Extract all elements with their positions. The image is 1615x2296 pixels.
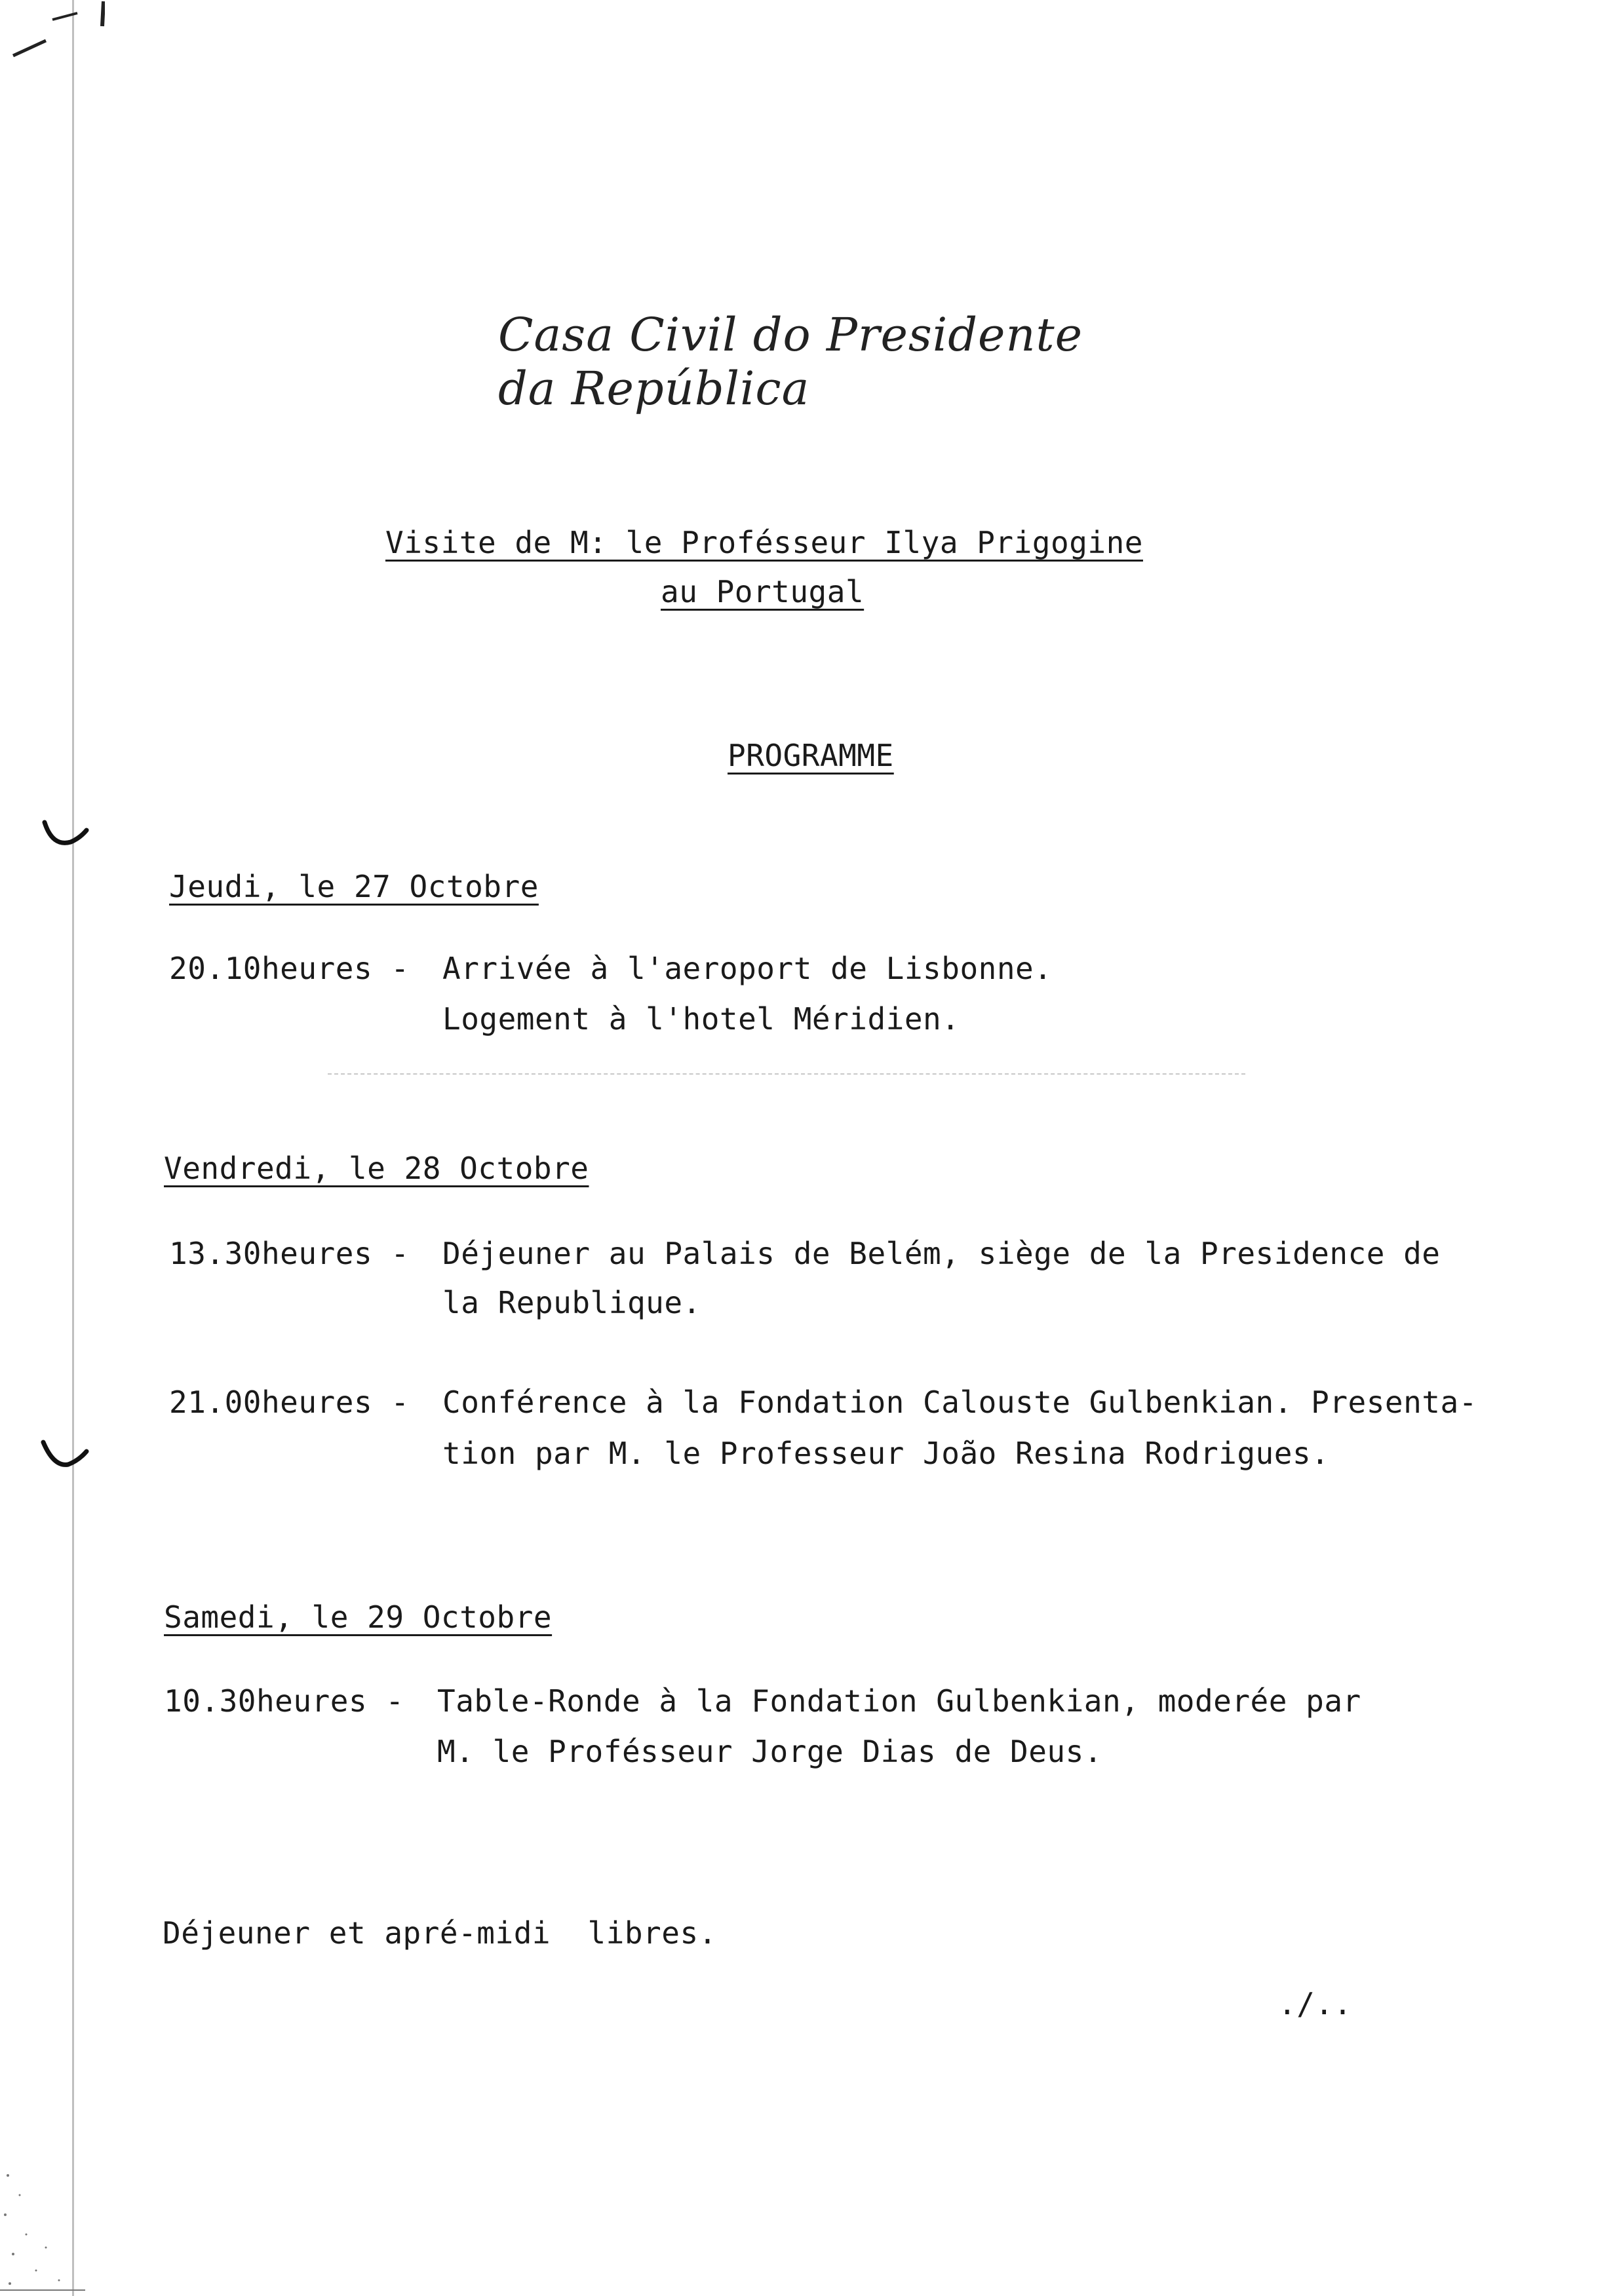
letterhead: Casa Civil do Presidente da República	[498, 308, 1083, 415]
entry-time: 13.30heures -	[169, 1236, 428, 1271]
entry-line: Table-Ronde à la Fondation Gulbenkian, moderée par	[437, 1683, 1361, 1719]
document-subtitle: au Portugal	[661, 574, 865, 609]
entry-line: tion par M. le Professeur João Resina Rodrigues.	[442, 1436, 1330, 1471]
day-heading: Samedi, le 29 Octobre	[164, 1599, 553, 1635]
continuation-mark: ./..	[1278, 1986, 1352, 2021]
entry-time: 20.10heures -	[169, 951, 428, 986]
document-title: Visite de M: le Profésseur Ilya Prigogine	[385, 525, 1143, 560]
entry-time: 10.30heures -	[164, 1683, 423, 1719]
punch-hole-mark	[39, 816, 92, 855]
closing-note: Déjeuner et apré-midi libres.	[163, 1915, 717, 1951]
entry-line: Logement à l'hotel Méridien.	[442, 1001, 960, 1037]
scan-noise	[0, 2149, 85, 2296]
day-heading: Jeudi, le 27 Octobre	[169, 869, 539, 904]
entry-line: Déjeuner au Palais de Belém, siège de la Presidence de	[442, 1236, 1441, 1271]
punch-hole-mark	[39, 1438, 92, 1478]
binding-rule	[72, 0, 74, 2296]
entry-line: la Republique.	[442, 1285, 701, 1320]
entry-line: Arrivée à l'aeroport de Lisbonne.	[442, 951, 1053, 986]
entry-line: Conférence à la Fondation Calouste Gulbenkian. Presenta-	[442, 1385, 1477, 1420]
programme-heading: PROGRAMME	[728, 738, 894, 773]
entry-time: 21.00heures -	[169, 1385, 428, 1420]
corner-mark	[7, 0, 105, 72]
entry-line: M. le Profésseur Jorge Dias de Deus.	[437, 1734, 1102, 1769]
day-heading: Vendredi, le 28 Octobre	[164, 1151, 589, 1186]
faint-divider	[328, 1073, 1245, 1075]
